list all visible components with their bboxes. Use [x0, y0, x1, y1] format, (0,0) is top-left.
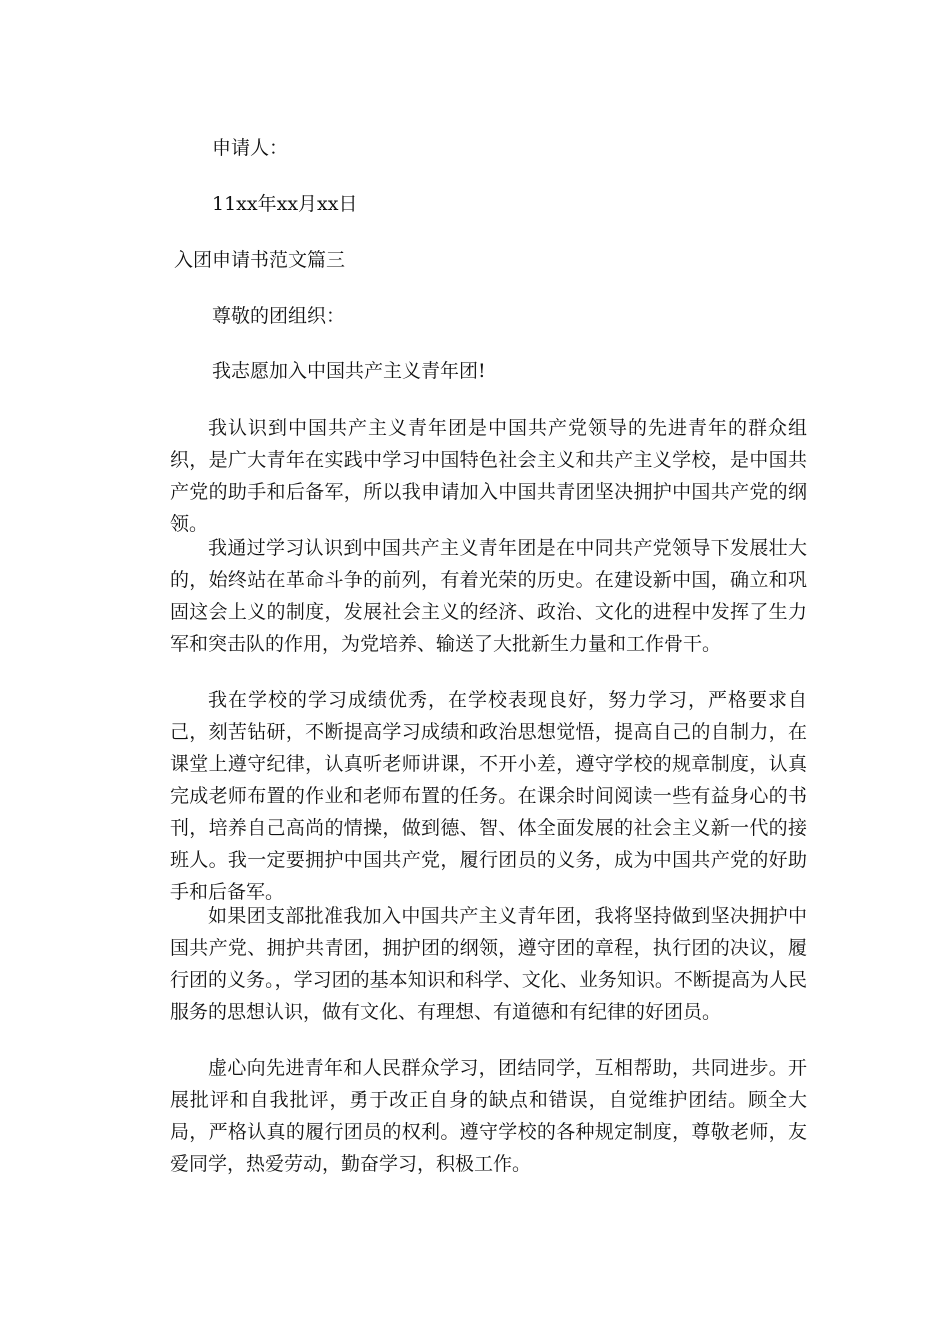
- body-paragraph: 我认识到中国共产主义青年团是中国共产党领导的先进青年的群众组织，是广大青年在实践中学习中国特色社会主义和共产主义学校，是中国共产党的助手和后备军，所以我申请加入中国共青团坚决拥护中国共产党的纲领。: [170, 417, 807, 535]
- salutation: 尊敬的团组织：: [212, 305, 346, 327]
- body-paragraph: 虚心向先进青年和人民群众学习，团结同学，互相帮助，共同进步。开展批评和自我批评，勇于改正自身的缺点和错误，自觉维护团结。顾全大局，严格认真的履行团员的权利。遵守学校的各种规定制度，尊敬老师，友爱同学，热爱劳动，勤奋学习，积极工作。: [170, 1057, 807, 1175]
- applicant-label: 申请人：: [212, 137, 289, 159]
- body-paragraph: 我在学校的学习成绩优秀，在学校表现良好，努力学习，严格要求自己，刻苦钻研，不断提高学习成绩和政治思想觉悟，提高自己的自制力，在课堂上遵守纪律，认真听老师讲课，不开小差，遵守学校的规章制度，认真完成老师布置的作业和老师布置的任务。在课余时间阅读一些有益身心的书刊，培养自己高尚的情操，做到德、智、体全面发展的社会主义新一代的接班人。我一定要拥护中国共产党，履行团员的义务，成为中国共产党的好助手和后备军。: [170, 689, 807, 903]
- body-paragraph: 我通过学习认识到中国共产主义青年团是在中同共产党领导下发展壮大的，始终站在革命斗争的前列，有着光荣的历史。在建设新中国，确立和巩固这会上义的制度，发展社会主义的经济、政治、文化的进程中发挥了生力军和突击队的作用，为党培养、输送了大批新生力量和工作骨干。: [170, 537, 807, 655]
- application-date: 11xx年xx月xx日: [212, 193, 358, 215]
- body-paragraph: 如果团支部批准我加入中国共产主义青年团，我将坚持做到坚决拥护中国共产党、拥护共青团，拥护团的纲领，遵守团的章程，执行团的决议，履行团的义务。，学习团的基本知识和科学、文化、业务知识。不断提高为人民服务的思想认识，做有文化、有理想、有道德和有纪律的好团员。: [170, 905, 807, 1023]
- declaration: 我志愿加入中国共产主义青年团!: [212, 360, 486, 382]
- section-title: 入团申请书范文篇三: [174, 249, 346, 271]
